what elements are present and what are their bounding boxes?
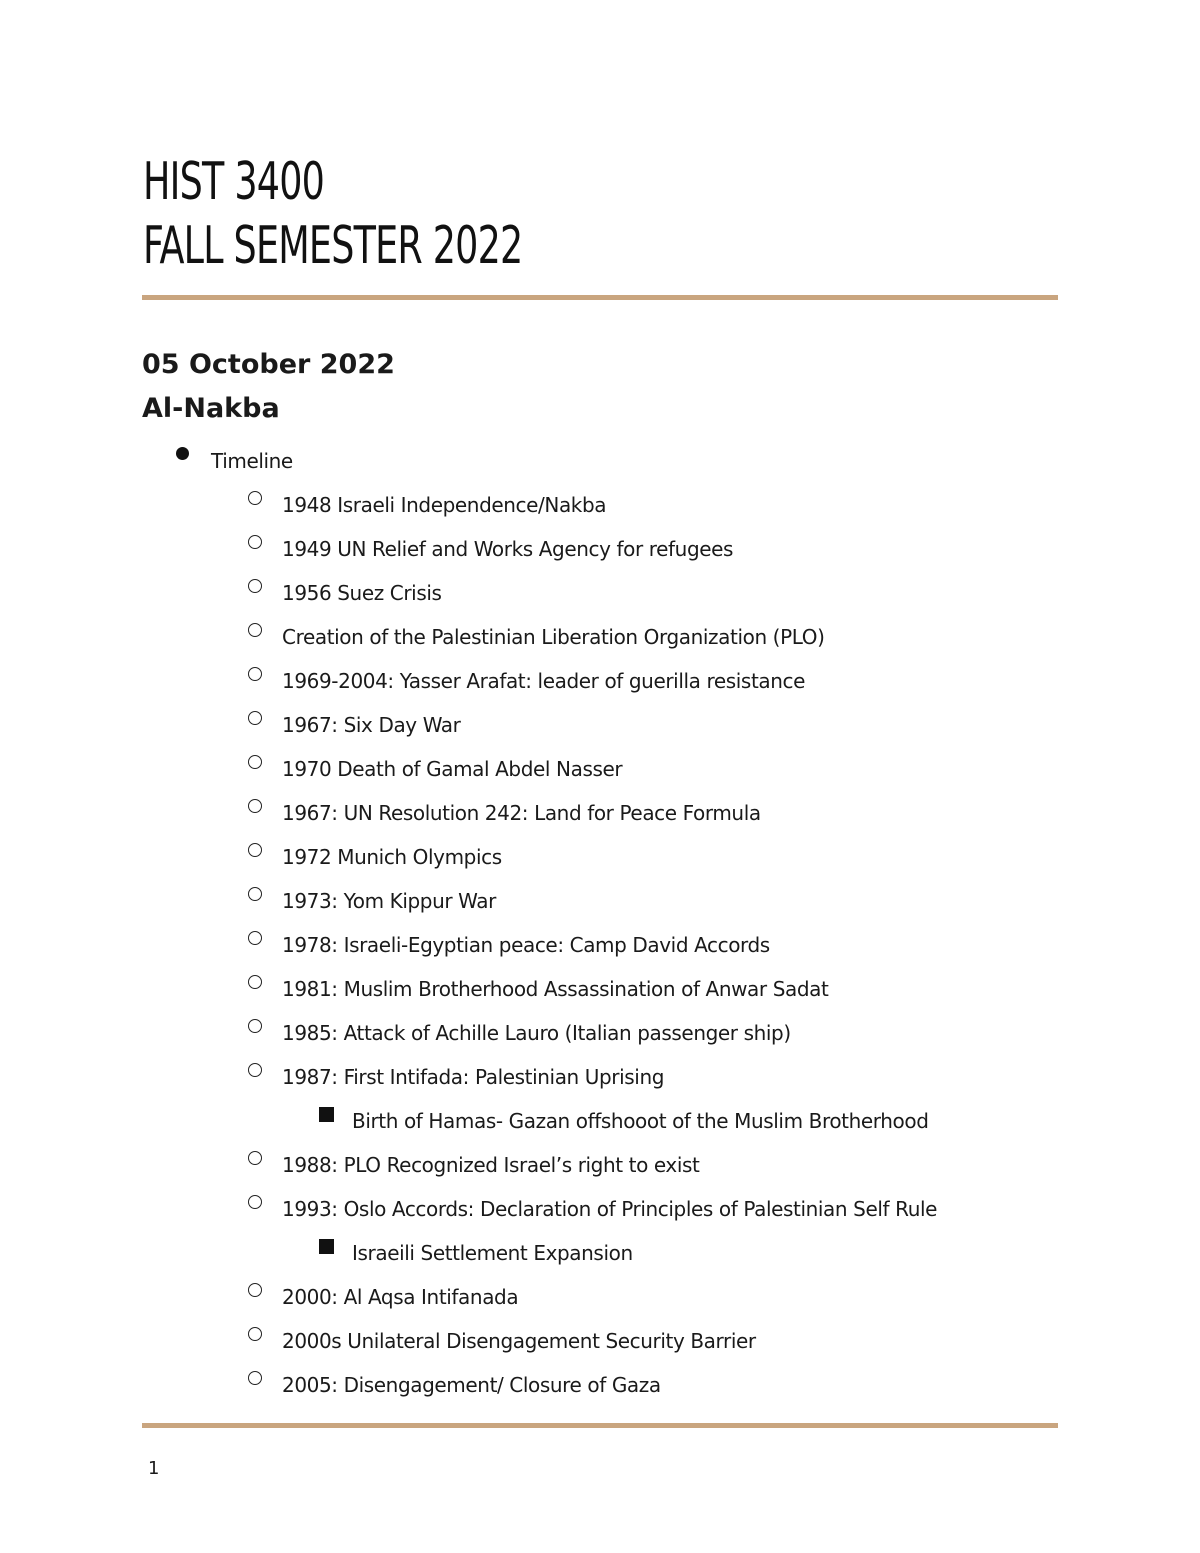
list-item-label: 1978: Israeli-Egyptian peace: Camp David Accords [282,933,770,957]
list-item [0,1283,1200,1327]
hollow-circle-bullet-icon [248,975,262,989]
filled-circle-bullet-icon [176,447,189,460]
list-item [0,1151,1200,1195]
list-item-label: 1948 Israeli Independence/Nakba [282,493,607,517]
list-item [0,491,1200,535]
hollow-circle-bullet-icon [248,579,262,593]
list-item-label: 2000s Unilateral Disengagement Security Barrier [282,1329,756,1353]
list-item-label: 1973: Yom Kippur War [282,889,496,913]
lecture-topic: Al-Nakba [142,393,280,424]
list-item-label: 1967: UN Resolution 242: Land for Peace Formula [282,801,761,825]
list-item [0,1195,1200,1239]
top-divider [142,295,1058,300]
hollow-circle-bullet-icon [248,1283,262,1297]
hollow-circle-bullet-icon [248,711,262,725]
list-item-label: 1972 Munich Olympics [282,845,502,869]
list-item-label: Israeili Settlement Expansion [352,1241,633,1265]
list-item [0,579,1200,623]
list-item [0,535,1200,579]
list-item [0,1371,1200,1415]
filled-square-bullet-icon [319,1107,334,1122]
list-item [0,887,1200,931]
list-item [0,667,1200,711]
list-item [0,843,1200,887]
list-item-label: 1969-2004: Yasser Arafat: leader of guerilla resistance [282,669,806,693]
hollow-circle-bullet-icon [248,843,262,857]
list-item-label: 1985: Attack of Achille Lauro (Italian passenger ship) [282,1021,791,1045]
list-item [0,1063,1200,1107]
list-item [0,931,1200,975]
hollow-circle-bullet-icon [248,1327,262,1341]
list-item-label: 2005: Disengagement/ Closure of Gaza [282,1373,661,1397]
list-item-label: 1988: PLO Recognized Israel’s right to exist [282,1153,700,1177]
hollow-circle-bullet-icon [248,1195,262,1209]
hollow-circle-bullet-icon [248,1371,262,1385]
filled-square-bullet-icon [319,1239,334,1254]
list-item [0,1239,1200,1283]
bottom-divider [142,1423,1058,1428]
list-item-label: 1949 UN Relief and Works Agency for refugees [282,537,734,561]
list-item-label: Timeline [211,449,293,473]
timeline-outline [0,447,1200,1415]
list-item-label: 1970 Death of Gamal Abdel Nasser [282,757,623,781]
hollow-circle-bullet-icon [248,1063,262,1077]
list-item-label: 1981: Muslim Brotherhood Assassination of Anwar Sadat [282,977,829,1001]
list-item [0,711,1200,755]
hollow-circle-bullet-icon [248,887,262,901]
list-item [0,1107,1200,1151]
hollow-circle-bullet-icon [248,535,262,549]
list-item-label: Birth of Hamas- Gazan offshooot of the Muslim Brotherhood [352,1109,929,1133]
list-item [0,1019,1200,1063]
list-item-label: Creation of the Palestinian Liberation Organization (PLO) [282,625,825,649]
hollow-circle-bullet-icon [248,1019,262,1033]
list-item-label: 1967: Six Day War [282,713,461,737]
list-item [0,1327,1200,1371]
hollow-circle-bullet-icon [248,755,262,769]
list-item [0,623,1200,667]
list-item [0,755,1200,799]
hollow-circle-bullet-icon [248,799,262,813]
list-item-label: 1956 Suez Crisis [282,581,442,605]
lecture-date: 05 October 2022 [142,349,395,380]
page-number: 1 [148,1458,160,1479]
list-item-label: 2000: Al Aqsa Intifanada [282,1285,519,1309]
section-heading [142,343,395,431]
hollow-circle-bullet-icon [248,1151,262,1165]
hollow-circle-bullet-icon [248,491,262,505]
list-item-timeline [0,447,1200,491]
list-item [0,975,1200,1019]
list-item-label: 1993: Oslo Accords: Declaration of Principles of Palestinian Self Rule [282,1197,938,1221]
hollow-circle-bullet-icon [248,623,262,637]
list-item [0,799,1200,843]
list-item-label: 1987: First Intifada: Palestinian Uprising [282,1065,665,1089]
page-title [143,150,522,278]
term-title: FALL SEMESTER 2022 [143,216,523,276]
course-title: HIST 3400 [143,152,325,212]
hollow-circle-bullet-icon [248,931,262,945]
hollow-circle-bullet-icon [248,667,262,681]
